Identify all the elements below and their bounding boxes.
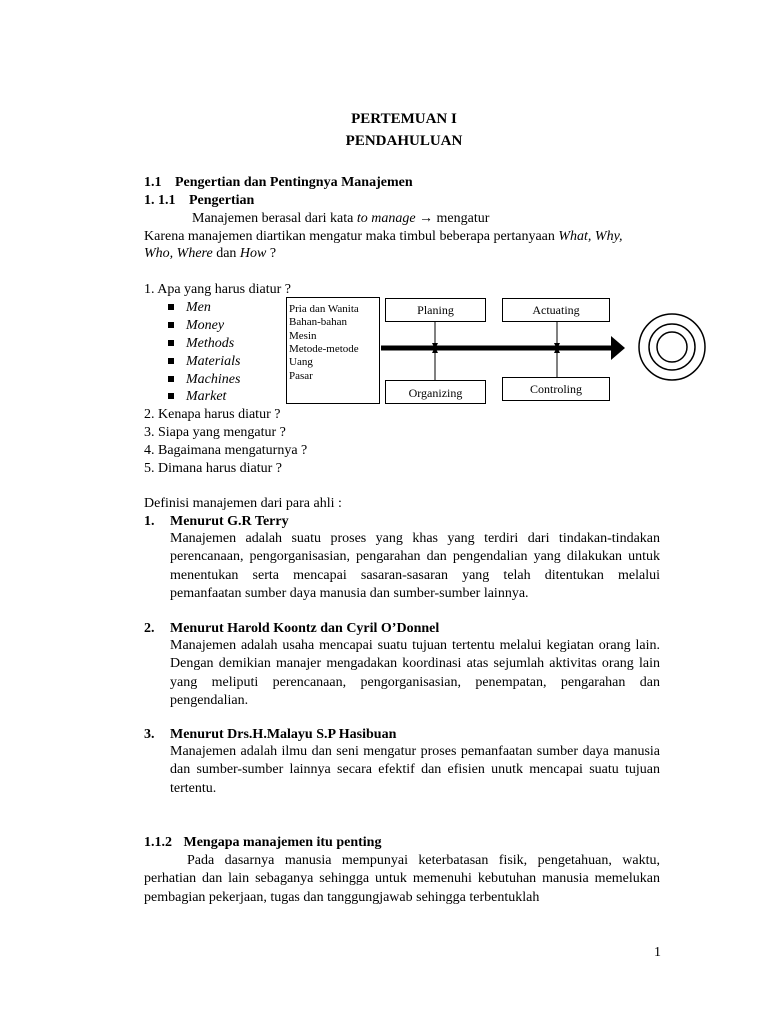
- resource-item: Mesin: [289, 330, 317, 342]
- target-inner-ring: [657, 332, 687, 362]
- section-1-1-2-heading: [144, 834, 381, 852]
- section-title: Pengertian dan Pentingnya Manajemen: [175, 175, 413, 190]
- section-title: Mengapa manajemen itu penting: [183, 835, 382, 850]
- page-title-line2: PENDAHULUAN: [345, 133, 463, 149]
- resource-item: Uang: [289, 356, 313, 368]
- resource-item: Bahan-bahan: [289, 316, 348, 328]
- definition-1-heading: Menurut G.R Terry: [170, 514, 289, 529]
- bullet-item: Machines: [186, 372, 241, 387]
- target-middle-ring: [649, 324, 695, 370]
- bullet-item: Men: [186, 300, 211, 315]
- arrow-right-icon: →: [419, 211, 434, 226]
- organizing-box: Organizing: [385, 380, 486, 404]
- intro-line-3: Who, Where dan How ?: [144, 246, 277, 261]
- question-1: 1. Apa yang harus diatur ?: [144, 282, 291, 297]
- page-title-line1: PERTEMUAN I: [351, 111, 457, 127]
- planing-box: Planing: [385, 298, 486, 322]
- definition-2-body: Manajemen adalah usaha mencapai suatu tujuan tertentu melalui kegiatan orang lain. Dengan demikian manajer mengadakan koordinasi atas sejumlah aktivitas orang lain yang meliputi perencanaan, pengorganisasian, penempatan, pengarahan dan pengendalian.: [170, 638, 660, 708]
- section-title: Pengertian: [189, 193, 255, 208]
- section-1-1-2-body: Pada dasarnya manusia mempunyai keterbatasan fisik, pengetahuan, waktu, perhatian dan lain sebaganya sehingga untuk memenuhi kebutuhan manusia memelukan pembagian pekerjaan, tugas dan tanggungjawab sehingga terbentuklah: [144, 853, 660, 905]
- section-number: 1.1.2: [144, 835, 172, 850]
- controling-box: Controling: [502, 377, 610, 401]
- page-number: 1: [654, 945, 661, 960]
- definitions-intro: Definisi manajemen dari para ahli :: [144, 496, 342, 511]
- question-3: 3. Siapa yang mengatur ?: [144, 425, 286, 440]
- intro-line-1: Manajemen berasal dari kata to manage → mengatur: [192, 211, 490, 226]
- resource-item: Metode-metode: [289, 343, 359, 355]
- bullet-item: Methods: [186, 336, 235, 351]
- actuating-box: Actuating: [502, 298, 610, 322]
- question-2: 2. Kenapa harus diatur ?: [144, 407, 281, 422]
- definition-1-number: 1.: [144, 514, 155, 529]
- resource-item: Pria dan Wanita: [289, 303, 359, 315]
- resource-item: Pasar: [289, 370, 313, 382]
- section-number: 1.1: [144, 175, 162, 190]
- question-4: 4. Bagaimana mengaturnya ?: [144, 443, 308, 458]
- definition-3-heading: Menurut Drs.H.Malayu S.P Hasibuan: [170, 727, 397, 742]
- bullet-item: Market: [186, 389, 227, 404]
- definition-1-body: Manajemen adalah suatu proses yang khas yang terdiri dari tindakan-tindakan perencanaan, pengorganisasian, pengarahan dan pengendalian yang dilakukan untuk menentukan serta mencapai sasaran-sasaran yang telah ditentukan melalui pemanfaatan sumber daya manusia dan sumber-sumber lainnya.: [170, 531, 660, 601]
- section-number: 1. 1.1: [144, 193, 176, 208]
- main-arrow-head: [611, 336, 625, 360]
- definition-3-number: 3.: [144, 727, 155, 742]
- definition-2-heading: Menurut Harold Koontz dan Cyril O’Donnel: [170, 621, 440, 636]
- bullet-item: Money: [186, 318, 225, 333]
- intro-line-2: Karena manajemen diartikan mengatur maka timbul beberapa pertanyaan What, Why,: [144, 229, 623, 244]
- definition-3-body: Manajemen adalah ilmu dan seni mengatur proses pemanfaatan sumber daya manusia dan sumber-sumber lainnya secara efektif dan efisien unutk mencapai suatu tujuan tertentu.: [170, 744, 660, 796]
- question-5: 5. Dimana harus diatur ?: [144, 461, 283, 476]
- definition-2-number: 2.: [144, 621, 155, 636]
- bullet-item: Materials: [186, 354, 241, 369]
